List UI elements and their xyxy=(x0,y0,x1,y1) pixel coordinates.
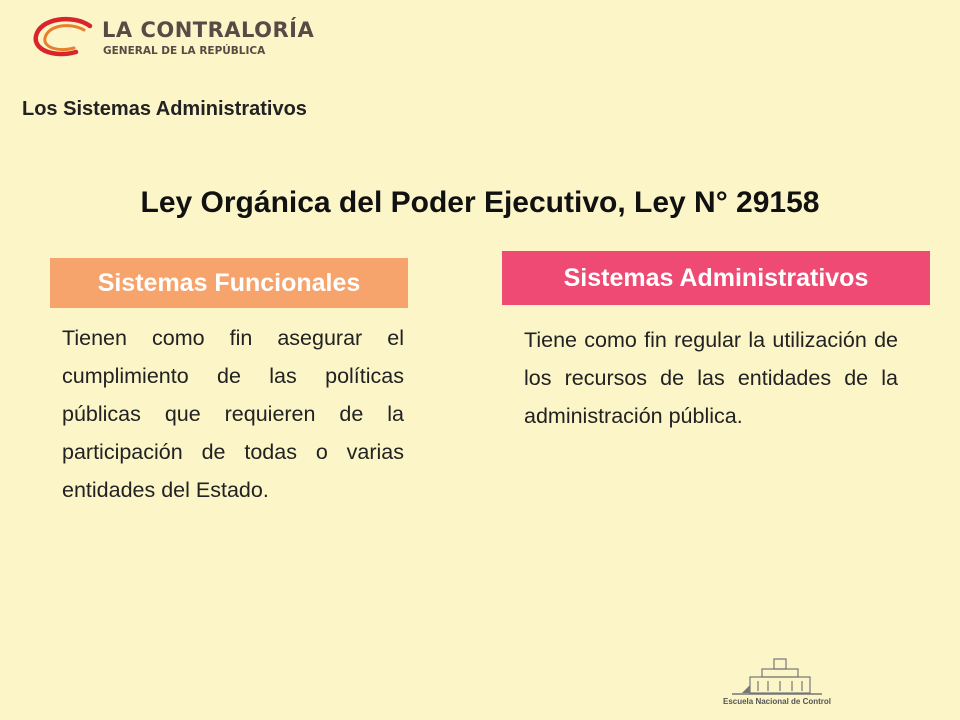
escuela-nacional-label: Escuela Nacional de Control xyxy=(722,697,832,706)
logo-title: LA CONTRALORÍA xyxy=(102,18,315,42)
logo-subtitle: GENERAL DE LA REPÚBLICA xyxy=(103,45,266,57)
sistemas-administrativos-header: Sistemas Administrativos xyxy=(502,251,930,305)
contraloria-logo xyxy=(28,12,328,64)
sistemas-administrativos-text: Tiene como fin regular la utilización de los recursos de las entidades de la administración pública. xyxy=(524,328,898,428)
sistemas-funcionales-text: Tienen como fin asegurar el cumplimiento de las políticas públicas que requieren de la participación de todas o varias entidades del Estado. xyxy=(62,326,404,502)
main-title: Ley Orgánica del Poder Ejecutivo, Ley N° 29158 xyxy=(140,186,820,219)
building-emblem-icon xyxy=(722,655,832,697)
section-title: Los Sistemas Administrativos xyxy=(22,98,307,120)
escuela-nacional-emblem xyxy=(722,655,832,713)
sistemas-funcionales-header: Sistemas Funcionales xyxy=(50,258,408,308)
contraloria-swoosh-icon xyxy=(28,12,98,64)
